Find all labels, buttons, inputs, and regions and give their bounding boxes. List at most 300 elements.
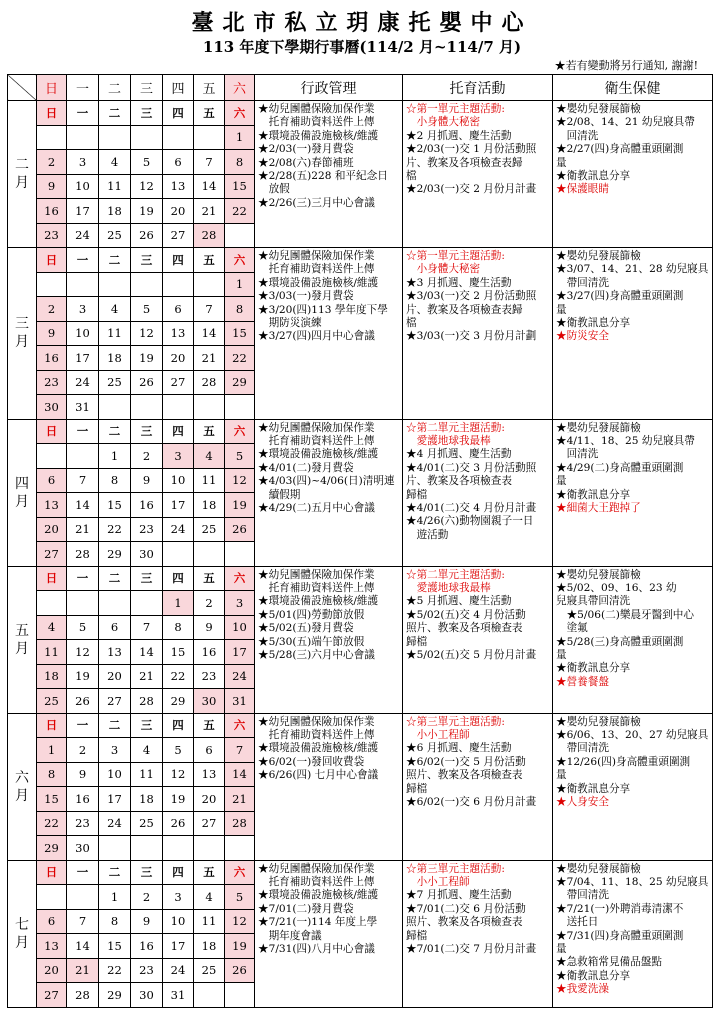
day-cell: 14 [225, 762, 255, 787]
health-line: ★嬰幼兒發展篩檢 [556, 715, 641, 728]
admin-line: ★幼兒團體保險加保作業 [258, 862, 375, 875]
health-notes [553, 566, 713, 713]
admin-notes [255, 419, 403, 566]
day-cell: 11 [99, 174, 131, 199]
health-notes [553, 248, 713, 420]
day-cell: 30 [194, 689, 225, 714]
day-cell: 12 [131, 174, 163, 199]
activity-line: ★7 月抓週、慶生活動 [406, 889, 512, 902]
day-cell: 19 [131, 199, 163, 224]
day-cell: 1 [37, 738, 67, 763]
weekday-header-wed: 三 [131, 860, 163, 885]
day-cell: 10 [225, 615, 255, 640]
change-notice: ★若有變動將另行通知, 謝謝! [554, 59, 698, 72]
day-cell: 22 [99, 517, 131, 542]
day-cell [225, 223, 255, 248]
day-cell: 21 [131, 664, 163, 689]
day-cell: 19 [225, 934, 255, 959]
day-cell: 13 [163, 174, 194, 199]
day-cell: 19 [163, 787, 194, 812]
day-cell: 14 [194, 321, 225, 346]
health-line: 量 [556, 475, 567, 488]
day-cell [163, 125, 194, 150]
day-cell [225, 395, 255, 420]
day-cell: 15 [99, 493, 131, 518]
weekday-header-wed: 三 [131, 101, 163, 126]
day-cell: 24 [163, 517, 194, 542]
day-cell [163, 395, 194, 420]
activity-line: ★5/02(五)交 5 月份月計畫 [406, 648, 537, 661]
day-cell: 24 [225, 664, 255, 689]
activity-line: 照片、教案及各項檢查表 [406, 769, 523, 782]
weekday-header-sun: 日 [37, 860, 67, 885]
day-cell [194, 272, 225, 297]
day-cell: 21 [194, 199, 225, 224]
day-cell [194, 836, 225, 861]
health-notes [553, 713, 713, 860]
day-cell [131, 395, 163, 420]
admin-line: ★2/08(六)春節補班 [258, 156, 354, 169]
day-cell: 26 [67, 689, 99, 714]
day-cell: 6 [194, 738, 225, 763]
day-cell: 7 [225, 738, 255, 763]
month-label: 四 月 [8, 419, 37, 566]
day-cell: 7 [67, 468, 99, 493]
day-cell [131, 836, 163, 861]
day-cell: 11 [194, 468, 225, 493]
weekday-header-fri: 五 [194, 566, 225, 591]
day-cell: 26 [225, 517, 255, 542]
day-cell: 15 [99, 934, 131, 959]
weekday-header-tue: 二 [99, 419, 131, 444]
header-admin: 行政管理 [255, 75, 403, 101]
day-cell: 29 [163, 689, 194, 714]
day-cell: 29 [225, 370, 255, 395]
weekday-header-fri: 五 [194, 860, 225, 885]
admin-line: ★2/03(一)發月費袋 [258, 143, 354, 156]
health-line: 量 [556, 942, 567, 955]
day-cell [163, 836, 194, 861]
day-cell: 6 [99, 615, 131, 640]
day-cell: 11 [131, 762, 163, 787]
admin-line: ★環境設備設施檢核/維護 [258, 595, 379, 608]
day-cell: 18 [194, 934, 225, 959]
day-cell: 23 [37, 370, 67, 395]
day-cell: 26 [131, 370, 163, 395]
activity-line: ☆第二單元主題活動: [406, 421, 505, 434]
admin-line: ★2/26(三)三月中心會議 [258, 196, 375, 209]
day-cell [99, 395, 131, 420]
day-cell: 4 [37, 615, 67, 640]
day-cell: 30 [131, 983, 163, 1008]
day-cell: 28 [225, 811, 255, 836]
admin-line: ★2/28(五)228 和平紀念日 [258, 170, 388, 183]
admin-line: ★幼兒團體保險加保作業 [258, 568, 375, 581]
day-cell: 14 [67, 493, 99, 518]
health-line: ★衛教訊息分享 [556, 170, 631, 183]
day-cell: 19 [131, 346, 163, 371]
admin-line: ★7/31(四)八月中心會議 [258, 942, 375, 955]
admin-line: ★4/29(二)五月中心會議 [258, 501, 375, 514]
header-day-fri: 五 [194, 75, 225, 101]
health-line: ★衛教訊息分享 [556, 969, 631, 982]
day-cell: 22 [225, 199, 255, 224]
day-cell: 10 [67, 174, 99, 199]
activity-line: ★4/01(二)交 4 月份月計畫 [406, 501, 537, 514]
day-cell: 25 [194, 958, 225, 983]
admin-line: ★6/02(一)發回收費袋 [258, 755, 365, 768]
day-cell [163, 542, 194, 567]
activity-line: 小身體大秘密 [416, 263, 481, 276]
health-line: ★保護眼睛 [556, 183, 609, 196]
day-cell: 13 [163, 321, 194, 346]
day-cell: 25 [37, 689, 67, 714]
admin-line: 托育補助資料送件上傳 [268, 581, 375, 594]
activity-notes [403, 419, 553, 566]
admin-line: ★幼兒團體保險加保作業 [258, 103, 375, 115]
header-day-sun: 日 [37, 75, 67, 101]
activity-line: ☆第一單元主題活動: [406, 103, 505, 115]
day-cell: 29 [37, 836, 67, 861]
admin-line: 托育補助資料送件上傳 [268, 116, 375, 129]
day-cell: 22 [99, 958, 131, 983]
weekday-header-fri: 五 [194, 713, 225, 738]
admin-notes [255, 713, 403, 860]
activity-line: 小身體大秘密 [416, 116, 481, 129]
day-cell: 20 [194, 787, 225, 812]
day-cell [99, 272, 131, 297]
day-cell [194, 983, 225, 1008]
weekday-header-sat: 六 [225, 713, 255, 738]
activity-line: ★4/01(二)交 3 月份活動照 [406, 461, 537, 474]
day-cell: 15 [37, 787, 67, 812]
admin-line: ★幼兒團體保險加保作業 [258, 421, 375, 434]
day-cell: 20 [99, 664, 131, 689]
admin-line: ★4/01(二)發月費袋 [258, 461, 354, 474]
day-cell: 8 [225, 297, 255, 322]
day-cell: 9 [194, 615, 225, 640]
activity-line: ☆第三單元主題活動: [406, 715, 505, 728]
day-cell: 28 [194, 223, 225, 248]
activity-line: 小小工程師 [416, 728, 470, 741]
day-cell: 31 [67, 395, 99, 420]
day-cell: 8 [99, 468, 131, 493]
weekday-header-sat: 六 [225, 419, 255, 444]
activity-line: 遊活動 [416, 528, 449, 541]
admin-line: ★環境設備設施檢核/維護 [258, 129, 379, 142]
day-cell: 21 [67, 517, 99, 542]
health-line: 帶回清洗 [566, 276, 609, 289]
health-line: 塗氟 [566, 622, 588, 635]
health-line: 送托日 [566, 916, 599, 929]
activity-line: ★3/03(一)交 2 月份活動照 [406, 290, 537, 303]
day-cell: 10 [67, 321, 99, 346]
health-line: ★防災安全 [556, 330, 609, 343]
day-cell [37, 885, 67, 910]
day-cell: 4 [194, 444, 225, 469]
weekday-header-tue: 二 [99, 860, 131, 885]
day-cell: 23 [194, 664, 225, 689]
admin-line: 托育補助資料送件上傳 [268, 263, 375, 276]
activity-line: ★5 月抓週、慶生活動 [406, 595, 512, 608]
day-cell: 2 [194, 591, 225, 616]
day-cell: 12 [225, 468, 255, 493]
day-cell: 4 [131, 738, 163, 763]
health-line: ★4/11、18、25 幼兒寢具帶 [556, 434, 695, 447]
day-cell: 31 [225, 689, 255, 714]
admin-line: ★7/21(一)114 年度上學 [258, 916, 378, 929]
month-dow-row [8, 419, 713, 444]
day-cell: 16 [37, 199, 67, 224]
health-line: ★5/06(二)樂晨牙醫到中心 [566, 608, 694, 621]
day-cell: 18 [99, 199, 131, 224]
day-cell: 28 [194, 370, 225, 395]
day-cell: 22 [37, 811, 67, 836]
month-dow-row [8, 713, 713, 738]
day-cell: 3 [163, 885, 194, 910]
day-cell: 29 [99, 542, 131, 567]
activity-notes [403, 566, 553, 713]
day-cell: 2 [37, 150, 67, 175]
day-cell: 7 [194, 150, 225, 175]
health-line: ★5/28(三)身高體重頭圍測 [556, 635, 684, 648]
weekday-header-fri: 五 [194, 248, 225, 273]
day-cell: 23 [131, 517, 163, 542]
activity-line: 檔 [406, 317, 417, 330]
admin-line: ★5/28(三)六月中心會議 [258, 648, 375, 661]
day-cell: 5 [225, 444, 255, 469]
day-cell: 3 [99, 738, 131, 763]
day-cell: 15 [163, 640, 194, 665]
weekday-header-sat: 六 [225, 101, 255, 126]
day-cell: 1 [225, 272, 255, 297]
health-line: ★急救箱常見備品盤點 [556, 956, 662, 969]
header-day-mon: 一 [67, 75, 99, 101]
day-cell: 5 [131, 150, 163, 175]
day-cell: 30 [37, 395, 67, 420]
health-line: ★3/07、14、21、28 幼兒寢具 [556, 263, 709, 276]
admin-line: 托育補助資料送件上傳 [268, 434, 375, 447]
admin-line: 期年度會議 [268, 929, 322, 942]
weekday-header-sun: 日 [37, 566, 67, 591]
day-cell: 31 [163, 983, 194, 1008]
admin-line: ★5/30(五)端午節放假 [258, 635, 365, 648]
activity-line: 照片、教案及各項檢查表 [406, 622, 523, 635]
health-line: ★衛教訊息分享 [556, 488, 631, 501]
day-cell: 28 [131, 689, 163, 714]
activity-line: 片、教案及各項檢查表 [406, 475, 512, 488]
day-cell: 2 [131, 444, 163, 469]
weekday-header-sun: 日 [37, 101, 67, 126]
admin-line: ★3/20(四)113 學年度下學 [258, 303, 388, 316]
health-line: ★我愛洗澡 [556, 983, 609, 996]
admin-notes [255, 101, 403, 248]
weekday-header-mon: 一 [67, 713, 99, 738]
day-cell [225, 542, 255, 567]
health-line: ★6/06、13、20、27 幼兒寢具 [556, 728, 709, 741]
day-cell [67, 591, 99, 616]
health-line: ★4/29(二)身高體重頭圍測 [556, 461, 684, 474]
day-cell: 9 [67, 762, 99, 787]
activity-line: ★5/02(五)交 4 月份活動 [406, 608, 526, 621]
header-day-sat: 六 [225, 75, 255, 101]
activity-line: ★6 月抓週、慶生活動 [406, 742, 512, 755]
health-line: ★2/27(四)身高體重頭圍測 [556, 143, 684, 156]
admin-line: ★幼兒團體保險加保作業 [258, 250, 375, 262]
day-cell: 15 [225, 174, 255, 199]
activity-line: ☆第一單元主題活動: [406, 250, 505, 262]
weekday-header-tue: 二 [99, 713, 131, 738]
activity-line: 歸檔 [406, 929, 428, 942]
day-cell: 15 [225, 321, 255, 346]
day-cell: 7 [67, 909, 99, 934]
day-cell: 9 [131, 909, 163, 934]
activity-line: ★6/02(一)交 6 月份月計畫 [406, 795, 537, 808]
month-label: 六 月 [8, 713, 37, 860]
day-cell: 1 [163, 591, 194, 616]
weekday-header-mon: 一 [67, 860, 99, 885]
activity-line: ★3/03(一)交 3 月份月計劃 [406, 330, 537, 343]
health-line: ★7/21(一)外聘消毒清潔不 [556, 902, 684, 915]
activity-line: ★7/01(二)交 6 月份活動 [406, 902, 526, 915]
weekday-header-tue: 二 [99, 101, 131, 126]
health-line: 量 [556, 156, 567, 169]
health-line: 量 [556, 769, 567, 782]
day-cell: 21 [67, 958, 99, 983]
day-cell: 2 [67, 738, 99, 763]
health-line: 量 [556, 648, 567, 661]
month-label: 三 月 [8, 248, 37, 420]
activity-line: 檔 [406, 170, 417, 183]
admin-line: ★幼兒團體保險加保作業 [258, 715, 375, 728]
day-cell: 20 [37, 958, 67, 983]
health-line: ★細菌大王跑掉了 [556, 501, 641, 514]
health-line: ★人身安全 [556, 795, 609, 808]
activity-line: 歸檔 [406, 782, 428, 795]
day-cell: 27 [163, 370, 194, 395]
health-notes [553, 860, 713, 1007]
day-cell: 8 [99, 909, 131, 934]
weekday-header-thu: 四 [163, 248, 194, 273]
day-cell: 18 [37, 664, 67, 689]
day-cell: 1 [99, 885, 131, 910]
day-cell: 12 [67, 640, 99, 665]
day-cell: 5 [131, 297, 163, 322]
day-cell: 9 [37, 321, 67, 346]
day-cell: 4 [99, 297, 131, 322]
month-dow-row [8, 566, 713, 591]
health-line: ★嬰幼兒發展篩檢 [556, 103, 641, 115]
day-cell: 3 [163, 444, 194, 469]
health-line: ★嬰幼兒發展篩檢 [556, 421, 641, 434]
health-line: ★嬰幼兒發展篩檢 [556, 250, 641, 262]
day-cell [131, 125, 163, 150]
day-cell: 9 [37, 174, 67, 199]
day-cell: 25 [131, 811, 163, 836]
weekday-header-sun: 日 [37, 419, 67, 444]
activity-line: ★7/01(二)交 7 月份月計畫 [406, 942, 537, 955]
health-line: ★5/02、09、16、23 幼 [556, 581, 677, 594]
day-cell: 30 [67, 836, 99, 861]
health-line: ★7/04、11、18、25 幼兒寢具 [556, 875, 709, 888]
day-cell: 28 [67, 542, 99, 567]
admin-line: ★5/02(五)發月費袋 [258, 622, 354, 635]
activity-line: ★6/02(一)交 5 月份活動 [406, 755, 526, 768]
day-cell: 17 [163, 934, 194, 959]
day-cell: 27 [99, 689, 131, 714]
day-cell [67, 272, 99, 297]
weekday-header-wed: 三 [131, 419, 163, 444]
day-cell: 17 [99, 787, 131, 812]
day-cell [99, 836, 131, 861]
day-cell: 9 [131, 468, 163, 493]
day-cell: 26 [163, 811, 194, 836]
activity-notes [403, 860, 553, 1007]
day-cell: 14 [131, 640, 163, 665]
day-cell: 20 [37, 517, 67, 542]
admin-notes [255, 248, 403, 420]
day-cell: 18 [131, 787, 163, 812]
day-cell: 25 [99, 223, 131, 248]
day-cell: 6 [163, 297, 194, 322]
weekday-header-tue: 二 [99, 248, 131, 273]
day-cell [194, 542, 225, 567]
activity-line: 歸檔 [406, 635, 428, 648]
admin-line: 期防災演練 [268, 317, 322, 330]
admin-notes [255, 566, 403, 713]
day-cell: 30 [131, 542, 163, 567]
day-cell: 20 [163, 346, 194, 371]
weekday-header-thu: 四 [163, 566, 194, 591]
day-cell: 16 [194, 640, 225, 665]
health-line: ★衛教訊息分享 [556, 662, 631, 675]
activity-line: 小小工程師 [416, 875, 470, 888]
day-cell: 13 [194, 762, 225, 787]
day-cell [194, 395, 225, 420]
activity-line: 片、教案及各項檢查表歸 [406, 156, 523, 169]
day-cell: 8 [163, 615, 194, 640]
admin-line: ★環境設備設施檢核/維護 [258, 276, 379, 289]
health-line: ★3/27(四)身高體重頭圍測 [556, 290, 684, 303]
day-cell [131, 272, 163, 297]
admin-line: ★環境設備設施檢核/維護 [258, 448, 379, 461]
day-cell [37, 444, 67, 469]
day-cell: 3 [225, 591, 255, 616]
weekday-header-mon: 一 [67, 566, 99, 591]
day-cell: 25 [194, 517, 225, 542]
day-cell: 6 [163, 150, 194, 175]
day-cell: 20 [163, 199, 194, 224]
day-cell: 17 [67, 199, 99, 224]
activity-line: ★4/26(六)動物園親子一日 [406, 515, 534, 528]
activity-notes [403, 248, 553, 420]
month-label: 五 月 [8, 566, 37, 713]
health-line: ★嬰幼兒發展篩檢 [556, 568, 641, 581]
health-notes [553, 101, 713, 248]
day-cell: 27 [194, 811, 225, 836]
header-day-wed: 三 [131, 75, 163, 101]
admin-line: 托育補助資料送件上傳 [268, 728, 375, 741]
day-cell: 12 [225, 909, 255, 934]
day-cell: 28 [67, 983, 99, 1008]
month-label: 二 月 [8, 101, 37, 248]
admin-line: ★3/03(一)發月費袋 [258, 290, 354, 303]
weekday-header-sun: 日 [37, 248, 67, 273]
month-dow-row [8, 248, 713, 273]
day-cell: 1 [225, 125, 255, 150]
day-cell [225, 983, 255, 1008]
admin-line: ★7/01(二)發月費袋 [258, 902, 354, 915]
